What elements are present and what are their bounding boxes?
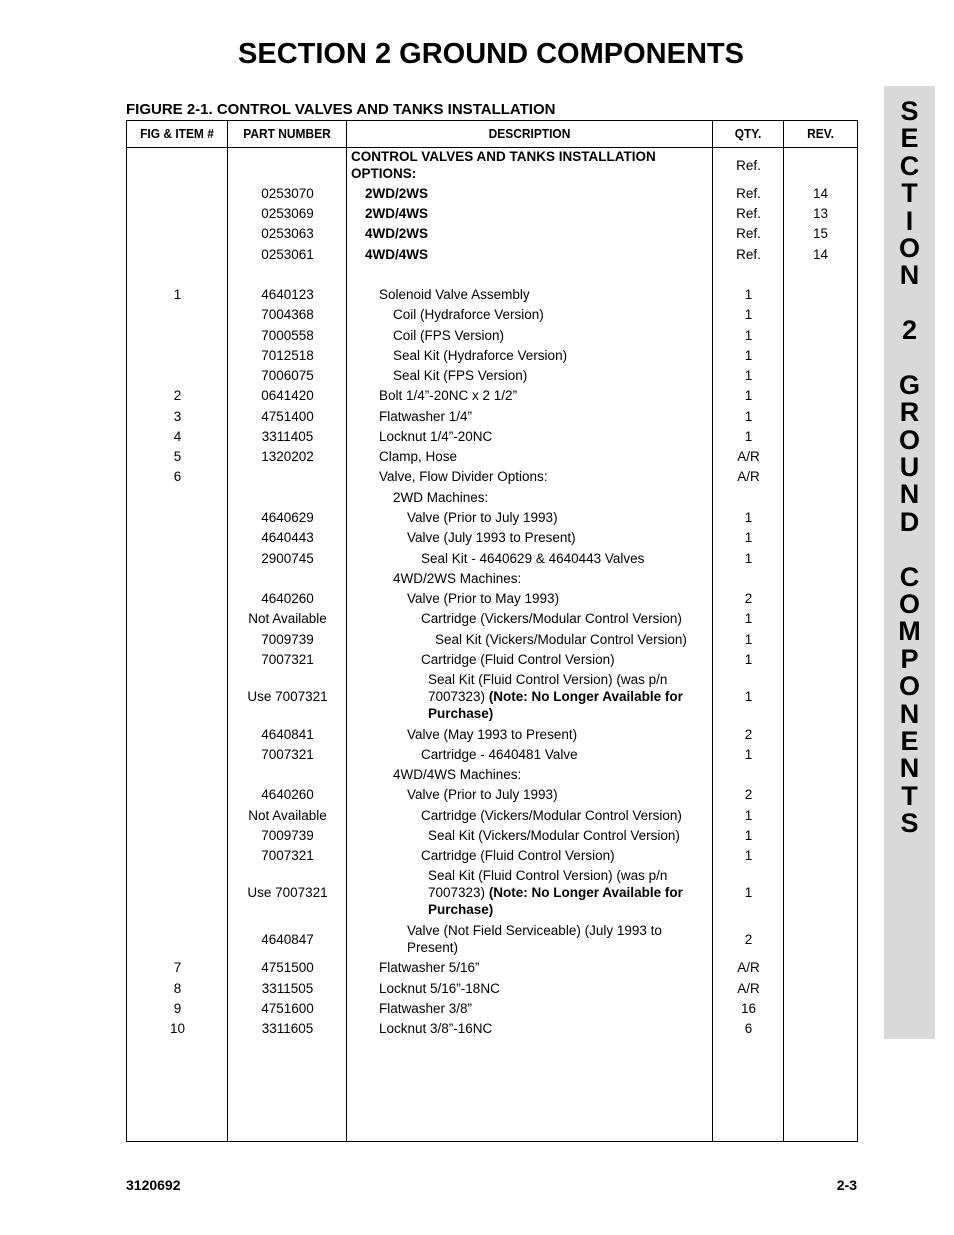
part-number: 4640260: [261, 787, 314, 802]
part-number: 3311605: [261, 1021, 314, 1036]
part-number: 4640629: [261, 510, 314, 525]
table-row: [127, 327, 857, 344]
description: Seal Kit - 4640629 & 4640443 Valves: [421, 551, 645, 566]
table-row: [127, 726, 857, 743]
table-row: [127, 148, 857, 182]
quantity: 1: [744, 808, 753, 823]
quantity: 2: [744, 591, 753, 606]
item-number: 7: [173, 960, 182, 975]
table-row: [127, 529, 857, 546]
description: Locknut 5/16”-18NC: [379, 981, 500, 996]
quantity: Ref.: [736, 206, 761, 221]
description: Flatwasher 3/8”: [379, 1001, 473, 1016]
description: Seal Kit (Hydraforce Version): [393, 348, 568, 363]
part-number: 1320202: [261, 449, 314, 464]
side-tab-letter: T: [901, 780, 918, 811]
quantity: 2: [744, 932, 753, 947]
description: Solenoid Valve Assembly: [379, 287, 530, 302]
header-qty: QTY.: [734, 126, 762, 141]
part-number: 0641420: [261, 388, 314, 403]
quantity: 6: [744, 1021, 753, 1036]
revision: 14: [812, 186, 829, 201]
quantity: 1: [744, 409, 753, 424]
quantity: 2: [744, 727, 753, 742]
table-row: [127, 807, 857, 824]
quantity: A/R: [737, 981, 760, 996]
description: Cartridge (Vickers/Modular Control Version): [421, 808, 682, 823]
quantity: A/R: [737, 469, 760, 484]
description: Cartridge (Vickers/Modular Control Version): [421, 611, 682, 626]
revision: 15: [812, 226, 829, 241]
table-row: [127, 468, 857, 485]
description: 2WD/2WS: [365, 186, 429, 201]
description: CONTROL VALVES AND TANKS INSTALLATION OPTIONS:: [351, 149, 656, 181]
quantity: 1: [744, 632, 753, 647]
description: Cartridge (Fluid Control Version): [421, 848, 615, 863]
quantity: 1: [744, 551, 753, 566]
side-tab-letter: E: [900, 725, 919, 756]
description: 2WD Machines:: [393, 490, 489, 505]
header-description: DESCRIPTION: [488, 126, 571, 141]
side-tab-letter: [884, 345, 935, 372]
quantity: 1: [744, 307, 753, 322]
description: Flatwasher 1/4”: [379, 409, 473, 424]
description: Valve (Not Field Serviceable) (July 1993 to Present): [407, 923, 662, 955]
description: 2WD/4WS: [365, 206, 429, 221]
document-number: 3120692: [126, 1177, 181, 1193]
item-number: 1: [173, 287, 182, 302]
side-tab-letter: O: [898, 232, 920, 263]
quantity: 1: [744, 429, 753, 444]
quantity: 1: [744, 885, 753, 900]
table-row: [127, 786, 857, 803]
table-row: [127, 448, 857, 465]
description: Valve (Prior to July 1993): [407, 787, 558, 802]
table-row: [127, 205, 857, 222]
table-row: [127, 746, 857, 763]
side-tab-letter: 2: [901, 315, 918, 346]
part-number: 0253070: [261, 186, 314, 201]
table-row: [127, 610, 857, 627]
quantity: Ref.: [736, 158, 761, 173]
side-tab-letter: O: [898, 671, 920, 702]
description: Locknut 3/8”-16NC: [379, 1021, 493, 1036]
quantity: A/R: [737, 449, 760, 464]
side-tab-letter: E: [900, 123, 919, 154]
side-tab-letter: G: [898, 369, 920, 400]
table-row: [127, 428, 857, 445]
item-number: 10: [169, 1021, 186, 1036]
part-number: 4751400: [261, 409, 314, 424]
quantity: 1: [744, 828, 753, 843]
description: Valve (July 1993 to Present): [407, 530, 576, 545]
side-tab-letter: N: [899, 698, 920, 729]
quantity: 1: [744, 652, 753, 667]
description: Coil (Hydraforce Version): [393, 307, 544, 322]
part-number: 4751500: [261, 960, 314, 975]
description: 4WD/4WS Machines:: [393, 767, 522, 782]
part-number: 3311405: [261, 429, 314, 444]
description: 4WD/4WS: [365, 247, 429, 262]
item-number: 4: [173, 429, 182, 444]
description: Clamp, Hose: [379, 449, 458, 464]
part-number: 7004368: [261, 307, 314, 322]
part-number: 7012518: [261, 348, 314, 363]
quantity: 1: [744, 287, 753, 302]
description: Valve, Flow Divider Options:: [379, 469, 548, 484]
table-row: [127, 489, 857, 506]
part-number: 7009739: [261, 632, 314, 647]
item-number: 8: [173, 981, 182, 996]
table-row: [127, 246, 857, 263]
quantity: 1: [744, 689, 753, 704]
side-tab-letter: T: [901, 178, 918, 209]
part-number: 4751600: [261, 1001, 314, 1016]
description: 4WD/2WS: [365, 226, 429, 241]
table-row: [127, 631, 857, 648]
table-row: [127, 347, 857, 364]
side-tab-letter: O: [898, 589, 920, 620]
description: Locknut 1/4”-20NC: [379, 429, 493, 444]
part-number: 7006075: [261, 368, 314, 383]
quantity: 1: [744, 611, 753, 626]
side-tab-letter: N: [899, 753, 920, 784]
quantity: Ref.: [736, 247, 761, 262]
table-row: [127, 225, 857, 242]
description: Cartridge - 4640481 Valve: [421, 747, 578, 762]
side-tab-letter: I: [905, 205, 914, 236]
quantity: 1: [744, 368, 753, 383]
table-row: [127, 959, 857, 976]
item-number: 9: [173, 1001, 182, 1016]
part-number: 7009739: [261, 828, 314, 843]
part-number: 2900745: [261, 551, 314, 566]
part-number: 7007321: [261, 747, 314, 762]
table-row: [127, 367, 857, 384]
table-row: [127, 867, 857, 918]
table-row: [127, 1000, 857, 1017]
item-number: 2: [173, 388, 182, 403]
description: Flatwasher 5/16”: [379, 960, 480, 975]
table-row: [127, 590, 857, 607]
table-row: [127, 980, 857, 997]
quantity: 16: [740, 1001, 757, 1016]
header-rev: REV.: [807, 126, 834, 141]
quantity: 1: [744, 510, 753, 525]
table-row: [127, 306, 857, 323]
item-number: 6: [173, 469, 182, 484]
quantity: 1: [744, 328, 753, 343]
part-number: Not Available: [248, 611, 327, 626]
part-number: 4640847: [261, 932, 314, 947]
part-number: 4640260: [261, 591, 314, 606]
part-number: 7000558: [261, 328, 314, 343]
quantity: 1: [744, 388, 753, 403]
side-tab-letter: O: [898, 424, 920, 455]
quantity: Ref.: [736, 226, 761, 241]
table-row: [127, 827, 857, 844]
table-row: [127, 550, 857, 567]
description: Valve (May 1993 to Present): [407, 727, 578, 742]
quantity: A/R: [737, 960, 760, 975]
part-number: 4640841: [261, 727, 314, 742]
figure-title: FIGURE 2-1. CONTROL VALVES AND TANKS INSTALLATION: [126, 101, 556, 118]
side-tab-letter: [884, 290, 935, 317]
table-row: [127, 570, 857, 587]
side-tab-letter: S: [900, 808, 919, 839]
part-number: 3311505: [261, 981, 314, 996]
table-row: [127, 922, 857, 956]
section-title: SECTION 2 GROUND COMPONENTS: [238, 38, 744, 70]
table-row: [127, 766, 857, 783]
table-row: [127, 1020, 857, 1037]
page-number: 2-3: [836, 1177, 857, 1193]
table-row: [127, 408, 857, 425]
part-number: Use 7007321: [247, 885, 328, 900]
description: 4WD/2WS Machines:: [393, 571, 522, 586]
side-tab-letter: N: [899, 479, 920, 510]
table-row: [127, 509, 857, 526]
part-number: 0253063: [261, 226, 314, 241]
description: Valve (Prior to May 1993): [407, 591, 560, 606]
description: Seal Kit (Fluid Control Version) (was p/n 7007323) (Note: No Longer Available for Purchase): [428, 868, 683, 917]
side-tab-letter: D: [899, 506, 920, 537]
description-note: (Note: No Longer Available for Purchase): [428, 885, 683, 917]
quantity: 1: [744, 530, 753, 545]
description: Seal Kit (FPS Version): [393, 368, 528, 383]
part-number: 4640443: [261, 530, 314, 545]
part-number: Not Available: [248, 808, 327, 823]
table-row: [127, 651, 857, 668]
side-tab-letter: P: [900, 643, 919, 674]
side-tab-letter: R: [899, 397, 920, 428]
side-tab-letter: S: [900, 96, 919, 126]
parts-table: [126, 120, 858, 1142]
description: Bolt 1/4”-20NC x 2 1/2”: [379, 388, 518, 403]
side-tab-letter: C: [899, 561, 920, 592]
revision: 13: [812, 206, 829, 221]
part-number: Use 7007321: [247, 689, 328, 704]
table-row: [127, 185, 857, 202]
side-tab-letter: C: [899, 150, 920, 181]
quantity: 2: [744, 787, 753, 802]
quantity: 1: [744, 348, 753, 363]
part-number: 4640123: [261, 287, 314, 302]
side-tab-letter: [884, 536, 935, 563]
description: Valve (Prior to July 1993): [407, 510, 558, 525]
description: Seal Kit (Vickers/Modular Control Version): [428, 828, 680, 843]
part-number: 0253061: [261, 247, 314, 262]
quantity: 1: [744, 848, 753, 863]
header-part-number: PART NUMBER: [243, 126, 331, 141]
table-row: [127, 847, 857, 864]
item-number: 5: [173, 449, 182, 464]
description: Seal Kit (Fluid Control Version) (was p/n 7007323) (Note: No Longer Available for Purchase): [428, 672, 683, 721]
header-item: FIG & ITEM #: [140, 126, 214, 141]
quantity: 1: [744, 747, 753, 762]
part-number: 7007321: [261, 848, 314, 863]
table-row: [127, 671, 857, 722]
side-tab-label: [884, 98, 935, 838]
quantity: Ref.: [736, 186, 761, 201]
description-note: (Note: No Longer Available for Purchase): [428, 689, 683, 721]
description: Seal Kit (Vickers/Modular Control Version): [435, 632, 687, 647]
side-tab-letter: N: [899, 260, 920, 291]
table-row: [127, 286, 857, 303]
side-tab-letter: M: [898, 616, 921, 647]
section-side-tab: [884, 86, 935, 1039]
revision: 14: [812, 247, 829, 262]
table-row: [127, 387, 857, 404]
part-number: 7007321: [261, 652, 314, 667]
description: Coil (FPS Version): [393, 328, 505, 343]
item-number: 3: [173, 409, 182, 424]
side-tab-letter: U: [899, 452, 920, 483]
description: Cartridge (Fluid Control Version): [421, 652, 615, 667]
part-number: 0253069: [261, 206, 314, 221]
